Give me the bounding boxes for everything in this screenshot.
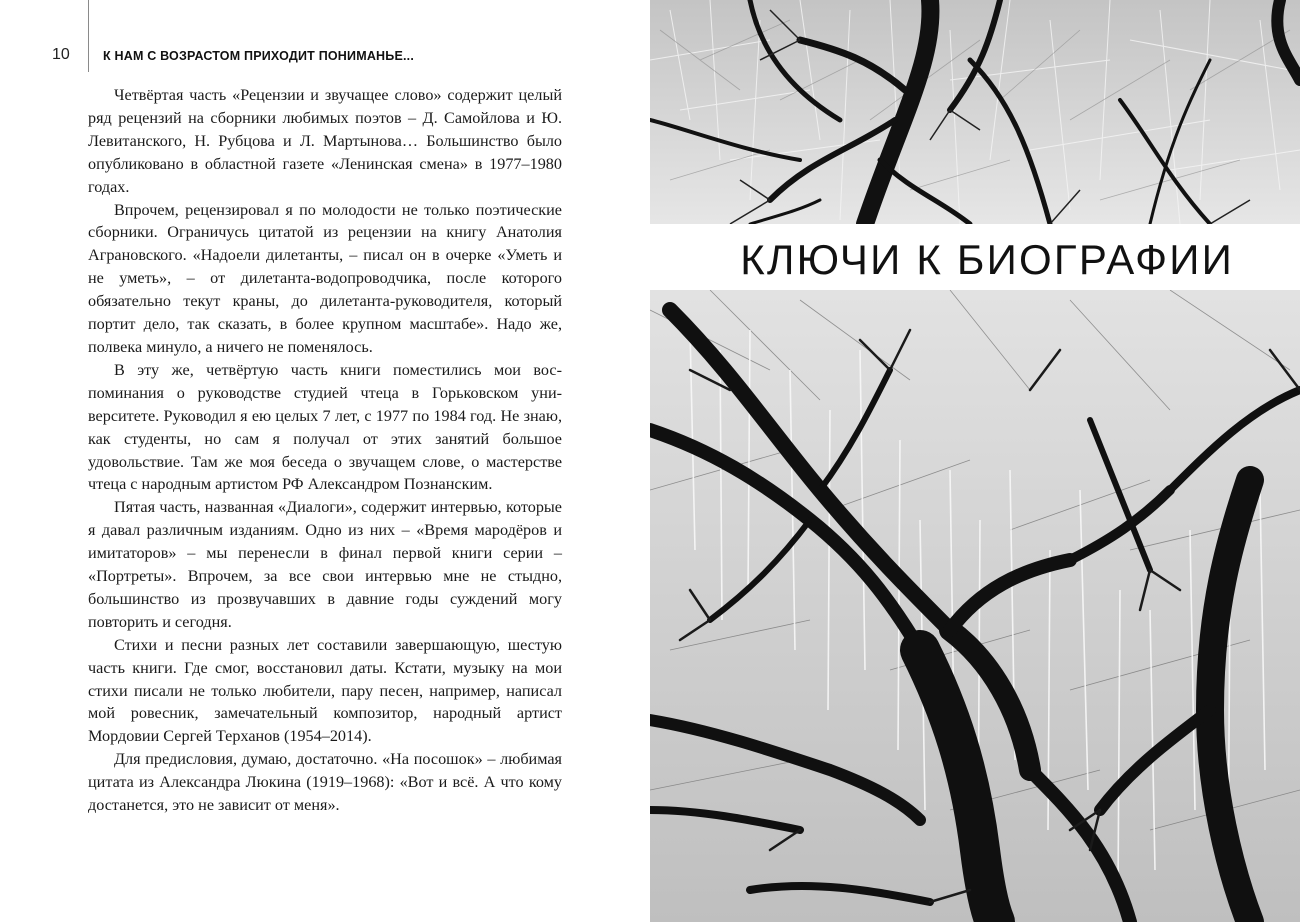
tree-photo-bottom	[650, 290, 1300, 922]
right-page	[650, 0, 1300, 922]
section-title-band	[650, 224, 1300, 290]
tree-photo-top-image	[650, 0, 1300, 224]
page-number: 10	[52, 46, 70, 63]
tree-photo-top	[650, 0, 1300, 224]
paragraph: В эту же, четвёртую часть книги поместились мои воспоминания о руководстве студией чтеца в Горьковском университете. Руководил я ею целых 7 лет, с 1977 по 1984 год. Не знаю, как студенты, но сам я получал от этих занятий большое удовольствие. Там же моя беседа о звучащем слове, о мастерстве чтеца с народным артистом РФ Александром Познанским.	[88, 360, 562, 494]
body-text	[88, 84, 562, 817]
paragraph: Стихи и песни разных лет составили завершающую, шестую часть книги. Где смог, восстановил даты. Кстати, музыку на мои стихи писали не только любители, пару песен, например, написал мой ровесник, замечательный композитор, народный артист Мордовии Сергей Терханов (1954–2014).	[88, 635, 562, 746]
paragraph: Пятая часть, названная «Диалоги», содержит интервью, которые я давал различным изданиям. Одно из них – «Время мародёров и имитаторов» – мы перенесли в финал первой книги серии – «Портреты». Впрочем, за все свои интервью мне не стыдно, большинство из прозвучавших в давние годы суждений могу повторить и сегодня.	[88, 498, 562, 631]
paragraph: Впрочем, рецензировал я по молодости не только поэтические сборники. Ограничусь цитатой из рецензии на книгу Анатолия Аграновского. «Надоели дилетанты, – писал он в очерке «Уметь и не уметь», – от дилетанта-водопроводчика, после которого обязательно текут краны, до дилетанта-руководителя, который портит дело, так сказать, в более крупном масштабе». Надо же, полвека минуло, а ничего не поменялось.	[88, 200, 562, 356]
paragraph: Для предисловия, думаю, достаточно. «На посошок» – любимая цитата из Александра Люкина (1919–1968): «Вот и всё. А что кому достанется, это не зависит от меня».	[88, 750, 562, 815]
section-title: КЛЮЧИ К БИОГРАФИИ	[740, 236, 1234, 283]
header-divider	[88, 0, 89, 72]
running-title: К НАМ С ВОЗРАСТОМ ПРИХОДИТ ПОНИМАНЬЕ...	[103, 49, 415, 63]
paragraph: Четвёртая часть «Рецензии и звучащее слово» содержит целый ряд рецензий на сборники любимых поэтов – Д. Самойлова и Ю. Левитанского, Н. Рубцова и Л. Мартынова… Большинство было опубликовано в областной газете «Ленинская смена» в 1977–1980 годах.	[88, 86, 562, 196]
tree-photo-bottom-image	[650, 290, 1300, 922]
